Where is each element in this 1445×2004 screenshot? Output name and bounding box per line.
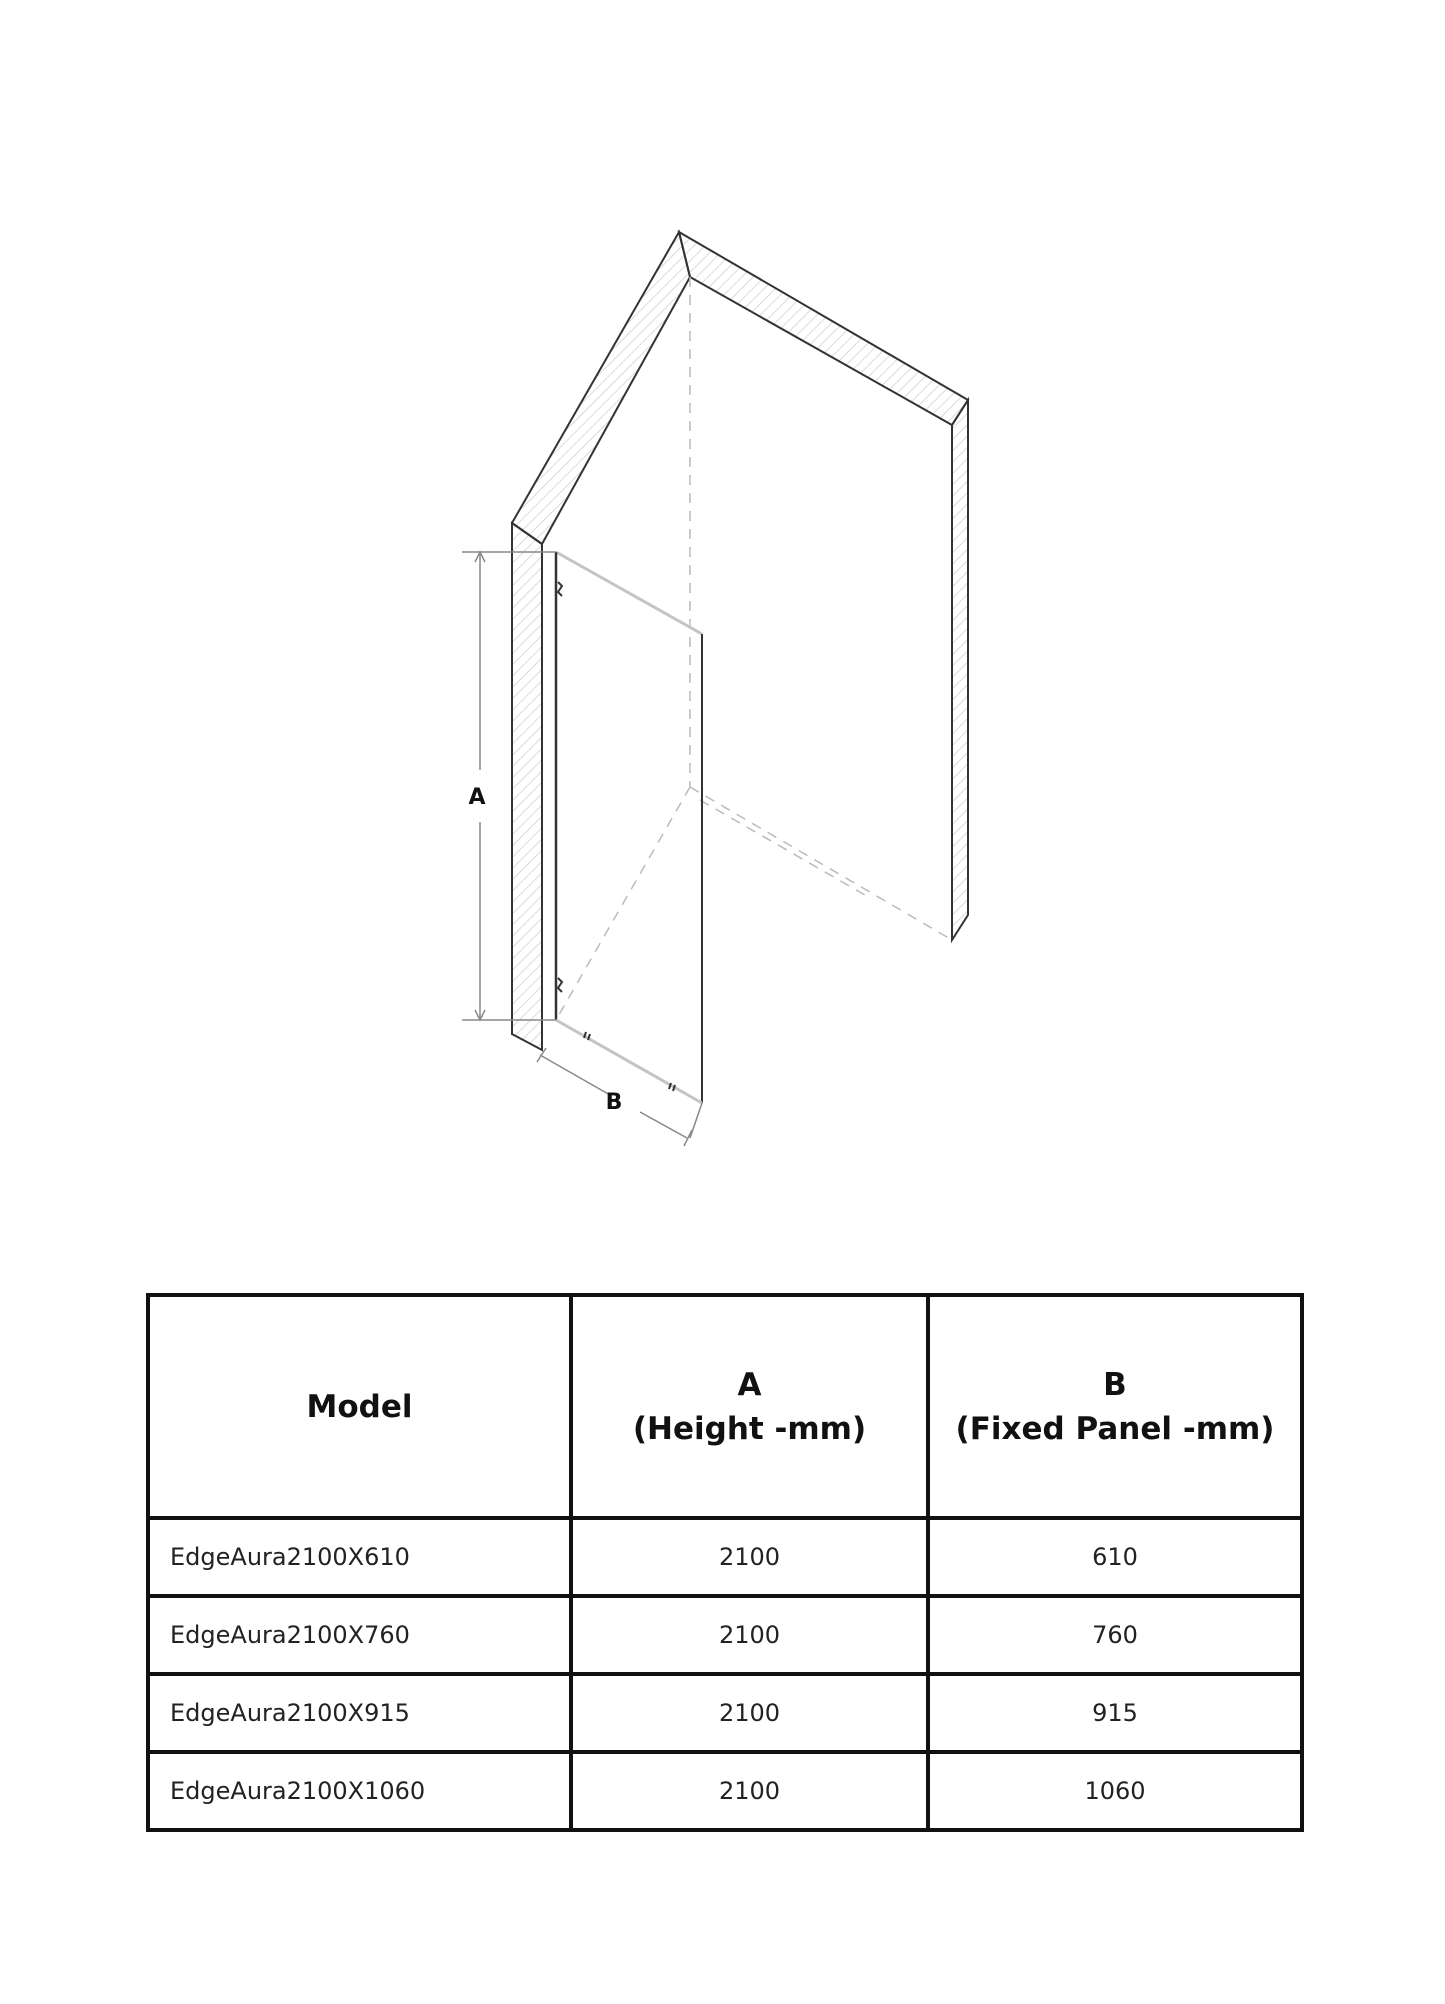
height-cell: 2100 (571, 1518, 928, 1596)
dimension-a-label: A (468, 785, 486, 810)
height-cell: 2100 (571, 1596, 928, 1674)
spec-table (146, 1293, 1304, 1832)
fixed-panel-cell: 610 (928, 1518, 1302, 1596)
fixed-panel-cell: 915 (928, 1674, 1302, 1752)
header-model-title: Model (306, 1388, 413, 1425)
model-cell: EdgeAura2100X760 (148, 1596, 571, 1674)
wall-right-leg (952, 400, 968, 940)
height-cell: 2100 (571, 1674, 928, 1752)
model-cell: EdgeAura2100X610 (148, 1518, 571, 1596)
header-a (571, 1295, 928, 1518)
wall-left-leg (512, 523, 542, 1050)
model-cell: EdgeAura2100X1060 (148, 1752, 571, 1830)
header-a-title: A (737, 1366, 762, 1403)
header-b-title: B (1103, 1366, 1127, 1403)
fixed-panel-cell: 1060 (928, 1752, 1302, 1830)
height-cell: 2100 (571, 1752, 928, 1830)
header-model (148, 1295, 571, 1518)
wall-left-top (512, 232, 690, 544)
header-b (928, 1295, 1302, 1518)
model-cell: EdgeAura2100X915 (148, 1674, 571, 1752)
wall-right-top (679, 232, 968, 425)
table-header-row (148, 1295, 1302, 1518)
table-row (148, 1752, 1302, 1830)
glass-panel (556, 552, 702, 1103)
table-row (148, 1596, 1302, 1674)
header-b-subtitle: (Fixed Panel -mm) (955, 1410, 1275, 1447)
fixed-panel-cell: 760 (928, 1596, 1302, 1674)
clamps (558, 582, 675, 1091)
header-a-subtitle: (Height -mm) (632, 1410, 867, 1447)
table-row (148, 1518, 1302, 1596)
table-row (148, 1674, 1302, 1752)
dimension-b-label: B (605, 1090, 623, 1115)
wall-section (512, 232, 968, 1050)
